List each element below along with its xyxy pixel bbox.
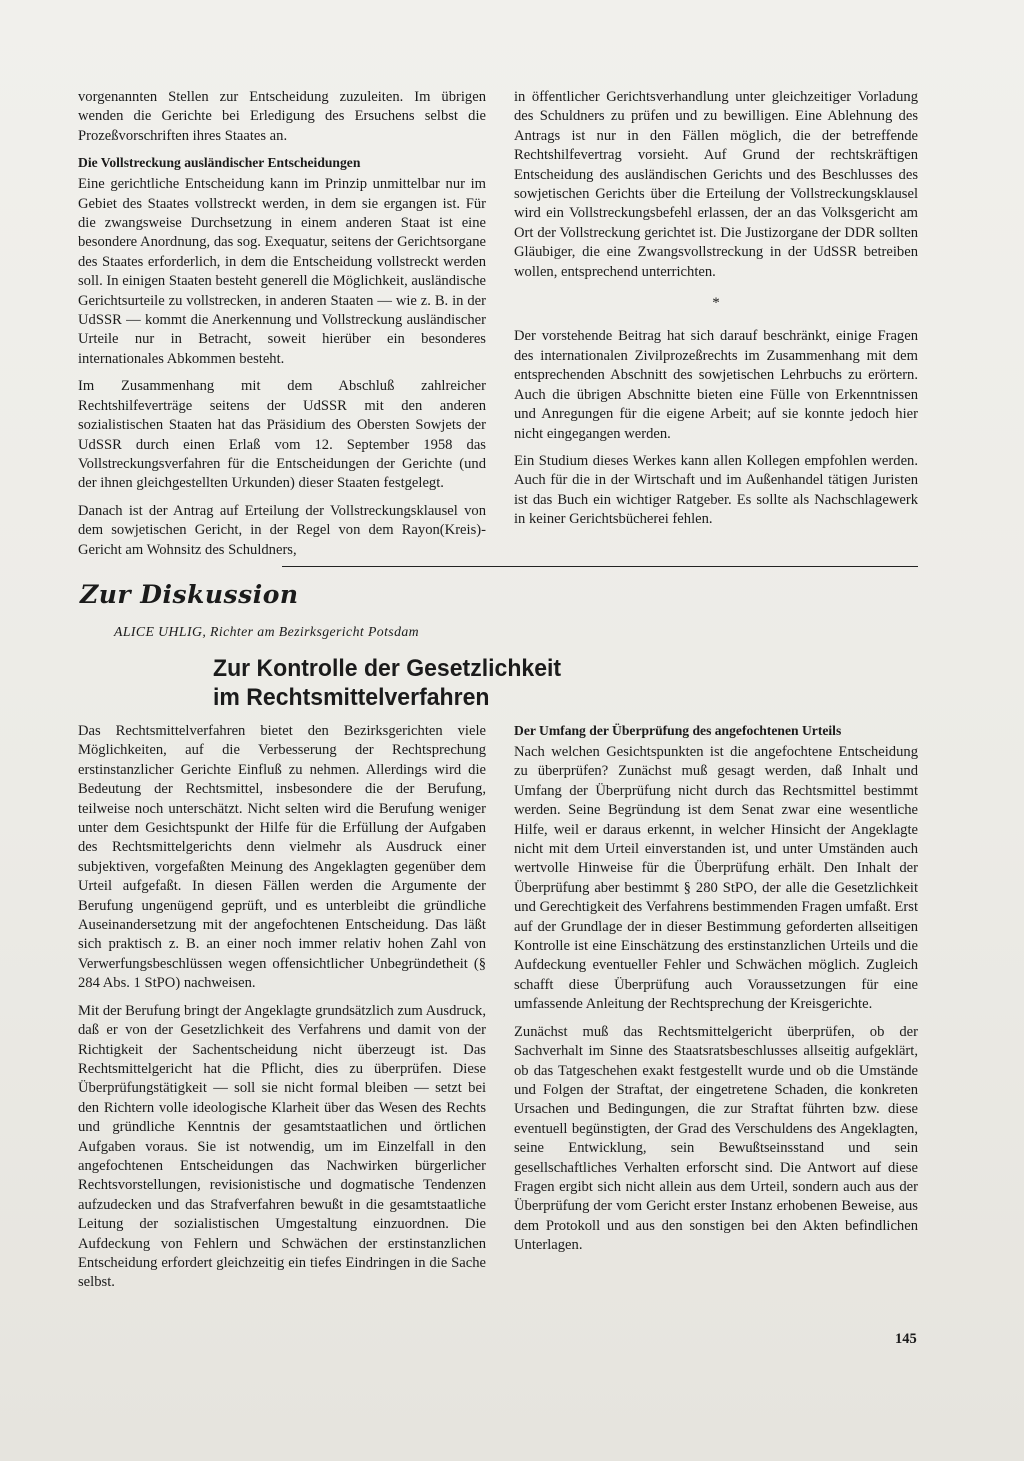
paragraph: Zunächst muß das Rechtsmittelgericht überprüfen, ob der Sachverhalt im Sinne des Staatsratsbeschlusses allseitig aufgeklärt, ob das Tatgeschehen exakt festgestellt wurde und ob die Umstände und Folgen der Straftat, der eingetretene Schaden, die konkreten Ursachen und Bedingungen, die zur Straftat führten bzw. diese eventuell begünstigten, der Grad des Verschuldens des Angeklagten, seine Entwicklung, sein Bewußtseinsstand und sein gesellschaftliches Verhalten erforscht sind. Die Antwort auf diese Fragen ergibt sich nicht allein aus dem Urteil, sondern auch aus der Überprüfung der vom Gericht erster Instanz erhobenen Beweise, aus dem Protokoll und aus den sonstigen bei den Akten befindlichen Unterlagen. [514, 1023, 918, 1254]
top-left-column [78, 88, 486, 568]
paragraph: in öffentlicher Gerichtsverhandlung unter gleichzeitiger Vorladung des Schuldners zu prüfen und zu bewilligen. Eine Ablehnung des Antrags ist nur in den Fällen möglich, die der betreffende Rechtshilfevertrag vorsieht. Auf Grund der rechtskräftigen Entscheidung des ausländischen Gerichts und des Beschlusses des sowjetischen Gerichts über die Erteilung der Vollstreckungsklausel wird ein Vollstreckungsbefehl erlassen, der an das Volksgericht am Ort der Vollstreckung gerichtet ist. Die Justizorgane der DDR sollten Gläubiger, die eine Zwangsvollstreckung in der UdSSR betreiben wollen, entsprechend unterrichten. [514, 89, 918, 280]
top-right-column [514, 88, 918, 538]
article-title-line: Zur Kontrolle der Gesetzlichkeit [213, 655, 562, 682]
section-heading: Die Vollstreckung ausländischer Entscheidungen [78, 155, 361, 171]
paragraph: Im Zusammenhang mit dem Abschluß zahlreicher Rechtshilfeverträge seitens der UdSSR mit den anderen sozialistischen Staaten hat das Präsidium des Obersten Sowjets der UdSSR durch einen Erlaß vom 12. September 1958 das Vollstreckungsverfahren für die Entscheidungen der Gerichte (und der ihnen gleichgestellten Urkunden) dieser Staaten festgelegt. [78, 378, 486, 492]
section-title: Zur Diskussion [80, 580, 299, 609]
section-separator: * [712, 295, 720, 312]
bottom-left-column [78, 722, 486, 1301]
paragraph: Mit der Berufung bringt der Angeklagte grundsätzlich zum Ausdruck, daß er von der Gesetzlichkeit des Verfahrens und damit von der Richtigkeit der Sachentscheidung nicht überzeugt ist. Das Rechtsmittelgericht hat die Pflicht, dies zu überprüfen. Diese Überprüfungstätigkeit — soll sie nicht formal bleiben — setzt bei den Richtern volle ideologische Klarheit über das Wesen des Rechts und gründliche Kenntnis der gesamtstaatlichen und örtlichen Aufgaben voraus. Sie ist notwendig, um im Einzelfall in den angefochtenen Entscheidungen das Nachwirken bürgerlicher Rechtsvorstellungen, revisionistische und dogmatische Tendenzen aufzudecken und das Strafverfahren bewußt in die gesamtstaatliche Leitung der sozialistischen Umgestaltung einzuordnen. Die Aufdeckung von Fehlern und Schwächen der erstinstanzlichen Entscheidung erfordert gleichzeitig ein tiefes Eindringen in die Sache selbst. [78, 1002, 486, 1291]
paragraph: Nach welchen Gesichtspunkten ist die angefochtene Entscheidung zu überprüfen? Zunächst muß gesagt werden, daß Inhalt und Umfang der Überprüfung nicht durch das Rechtsmittel bestimmt werden. Seine Begründung ist dem Senat zwar eine wesentliche Hilfe, weil er daraus erkennt, in welcher Hinsicht der Angeklagte nicht mit dem Urteil einverstanden ist, und unter Umständen auch wertvolle Hinweise für die Überprüfung erhält. Den Inhalt der Überprüfung aber bestimmt § 280 StPO, der alle die Gesetzlichkeit und Gerechtigkeit des Verfahrens bestimmenden Fragen umfaßt. Erst auf der Grundlage der in dieser Bestimmung geforderten allseitigen Kontrolle ist eine Einschätzung des erstinstanzlichen Urteils und die Aufdeckung eventueller Fehler und Schwächen möglich. Zugleich schafft diese Überprüfung auch Voraussetzungen für eine umfassende Anleitung der Rechtsprechung der Kreisgerichte. [514, 744, 918, 1013]
article-title [213, 654, 739, 712]
page-number: 145 [895, 1331, 917, 1347]
horizontal-rule [282, 566, 918, 567]
paragraph: Der vorstehende Beitrag hat sich darauf beschränkt, einige Fragen des internationalen Zivilprozeßrechts im Zusammenhang mit dem entsprechenden Abschnitt des sowjetischen Lehrbuchs zu erörtern. Auch die übrigen Abschnitte bieten eine Fülle von Erkenntnissen und Anregungen für die eigene Arbeit; auf sie konnte jedoch hier nicht eingegangen werden. [514, 328, 918, 442]
paragraph: vorgenannten Stellen zur Entscheidung zuzuleiten. Im übrigen wenden die Gerichte bei Erledigung des Ersuchens selbst die Prozeßvorschriften ihres Staates an. [78, 89, 486, 144]
paragraph: Ein Studium dieses Werkes kann allen Kollegen empfohlen werden. Auch für die in der Wirtschaft und im Außenhandel tätigen Juristen ist das Buch ein wichtiger Ratgeber. Es sollte als Nachschlagewerk in keiner Gerichtsbücherei fehlen. [514, 452, 918, 528]
paragraph: Eine gerichtliche Entscheidung kann im Prinzip unmittelbar nur im Gebiet des Staates vollstreckt werden, in dem sie ergangen ist. Für die zwangsweise Durchsetzung in einem anderen Staat ist eine besondere Anordnung, das sog. Exequatur, seitens der Gerichtsorgane des Staates erforderlich, in dem die Entscheidung vollstreckt werden soll. In einigen Staaten besteht generell die Möglichkeit, ausländische Gerichtsurteile zu vollstrecken, in anderen Staaten — wie z. B. in der UdSSR — kommt die Anerkennung und Vollstreckung ausländischer Urteile nur in Betracht, soweit hierüber ein besonderes internationales Abkommen besteht. [78, 176, 486, 367]
bottom-right-column [514, 722, 918, 1264]
paragraph: Danach ist der Antrag auf Erteilung der Vollstreckungsklausel von dem sowjetischen Gericht, in der Regel von dem Rayon(Kreis)-Gericht am Wohnsitz des Schuldners, [78, 502, 486, 558]
section-heading: Der Umfang der Überprüfung des angefochtenen Urteils [514, 723, 842, 738]
paragraph: Das Rechtsmittelverfahren bietet den Bezirksgerichten viele Möglichkeiten, auf die Verbesserung der Rechtsprechung erstinstanzlicher Gerichte Einfluß zu nehmen. Allerdings wird die Bedeutung der Rechtsmittel, insbesondere die der Berufung, teilweise noch unterschätzt. Nicht selten wird die Berufung weniger unter dem Gesichtspunkt der Hilfe für die Erfüllung der Aufgaben des Rechtsmittelgerichts denn vielmehr als Ausdruck einer subjektiven, vorgefaßten Meinung des Angeklagten gegenüber dem Urteil aufgefaßt. In diesen Fällen werden die Argumente der Berufung ungenügend geprüft, und es unterbleibt die gründliche Auseinandersetzung mit der angefochtenen Entscheidung. Das läßt sich praktisch z. B. an einer noch immer relativ hohen Zahl von Verwerfungsbeschlüssen wegen offensichtlicher Unbegründetheit (§ 284 Abs. 1 StPO) nachweisen. [78, 723, 486, 992]
article-title-line: im Rechtsmittelverfahren [213, 684, 490, 711]
author-byline: ALICE UHLIG, Richter am Bezirksgericht Potsdam [114, 624, 420, 639]
